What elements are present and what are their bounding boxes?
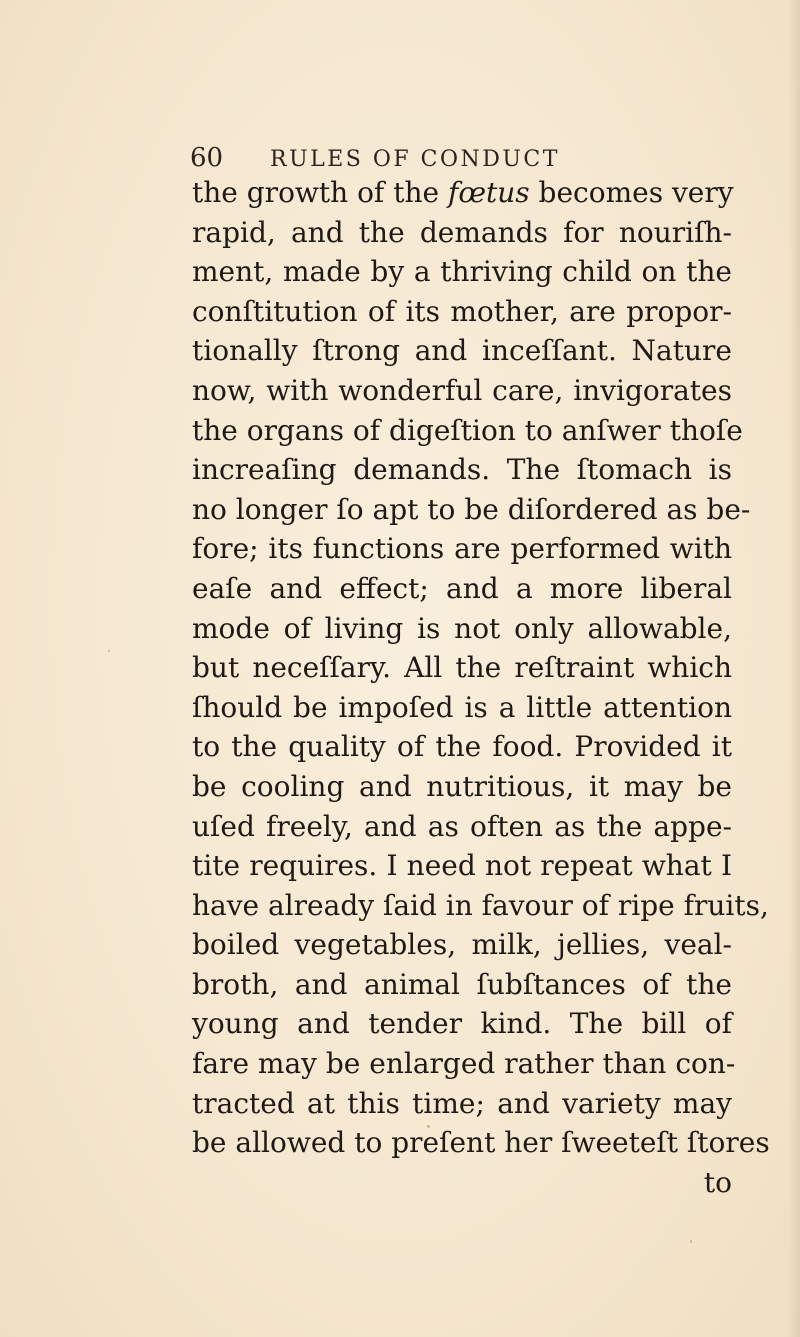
text-line: have already ſaid in favour of ripe fruits, [192,888,769,922]
text-line: broth, and animal ſubſtances of the [192,967,732,1001]
text-line: young and tender kind. The bill of [192,1007,732,1041]
text-line: tite requires. I need not repeat what I [192,849,732,883]
text-line: be allowed to preſent her ſweeteſt ſtores [192,1126,770,1160]
text-line: mode of living is not only allowable, [192,611,732,645]
text-line: but neceſſary. All the reſtraint which [192,651,732,685]
text-line: rapid, and the demands for nouriſh- [192,215,732,249]
text-line: fare may be enlarged rather than con- [192,1047,736,1081]
text-line: fore; its functions are performed with [192,532,732,566]
text-line: tionally ſtrong and inceſſant. Nature [192,334,732,368]
text-line: tracted at this time; and variety may [192,1086,732,1120]
paper-speck [108,650,110,652]
page-number: 60 [190,143,224,173]
text-line-first [192,173,732,213]
text-line: eaſe and effect; and a more liberal [192,571,732,605]
text-line: to the quality of the food. Provided it [192,730,732,764]
page-edge-shadow [788,0,800,1337]
body-text [192,173,770,1202]
text-line-first-end: becomes very [529,176,734,209]
text-line: now, with wonderful care, invigorates [192,373,732,407]
text-line-first-start: the growth of the [192,176,448,209]
paper-speck [690,1240,692,1243]
text-line: boiled vegetables, milk, jellies, veal- [192,928,732,962]
running-title: RULES OF CONDUCT [270,147,560,172]
text-line: be cooling and nutritious, it may be [192,769,732,803]
text-line: increaſing demands. The ſtomach is [192,453,732,487]
text-line: no longer ſo apt to be diſordered as be- [192,492,751,526]
text-line: ment, made by a thriving child on the [192,255,732,289]
text-line: ſhould be impoſed is a little attention [192,690,732,724]
text-line: uſed freely, and as often as the appe- [192,809,732,843]
catchword: to [703,1165,732,1199]
italic-term: fœtus [447,176,530,209]
text-line: the organs of digeſtion to anſwer thoſe [192,413,743,447]
text-line: conſtitution of its mother, are propor- [192,294,732,328]
